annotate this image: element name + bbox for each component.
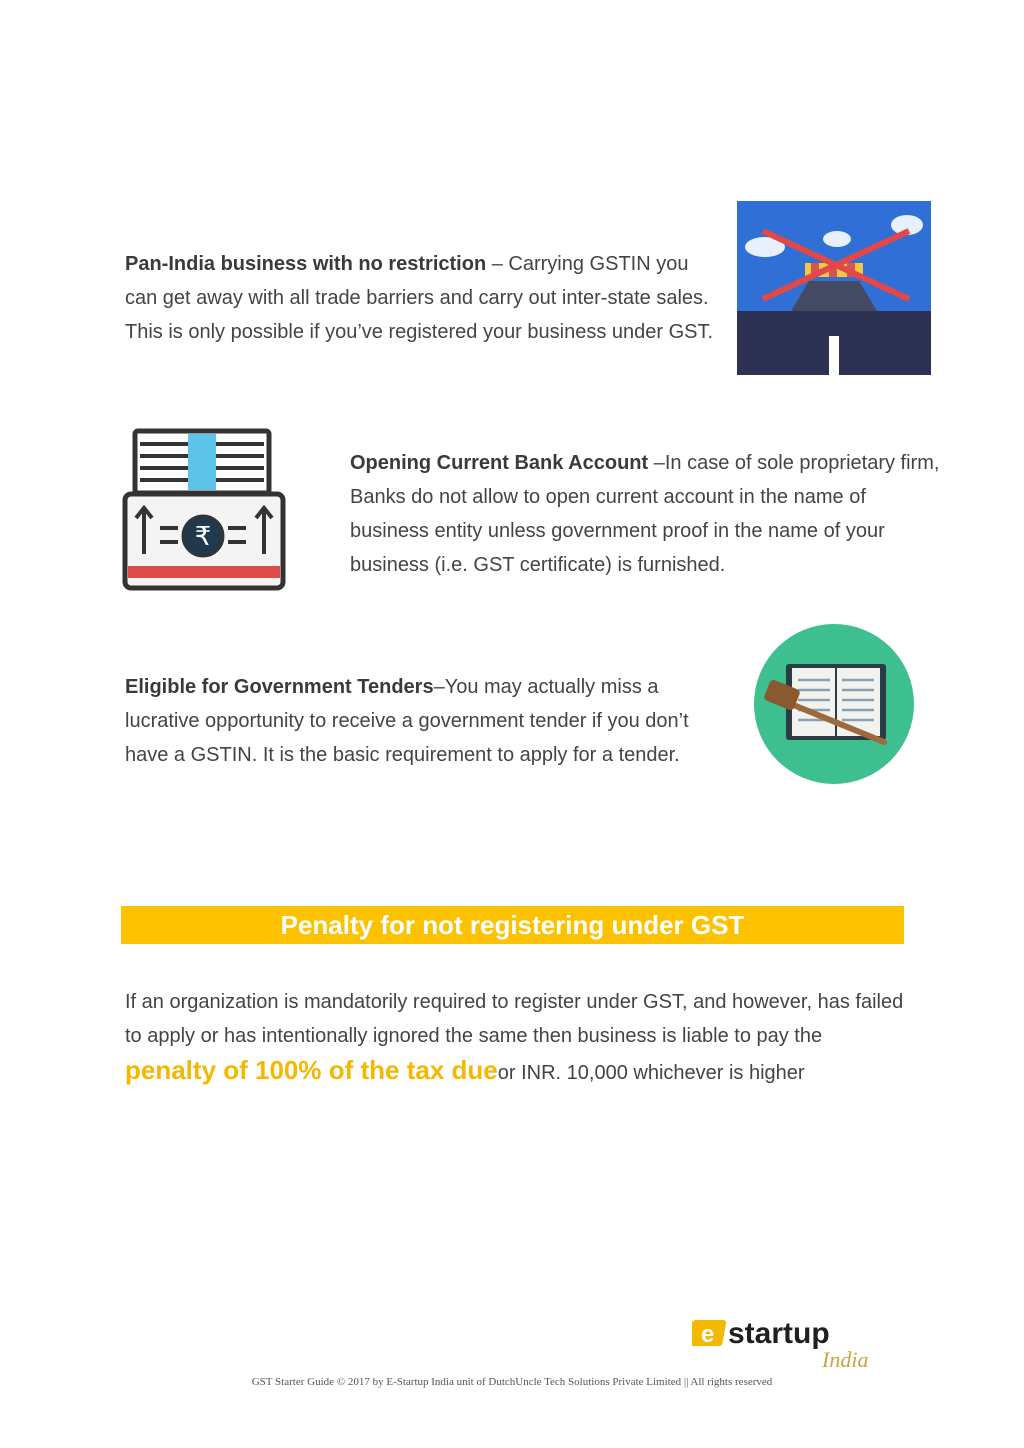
penalty-text-after: or INR. 10,000 whichever is higher bbox=[497, 1062, 805, 1084]
separator: – bbox=[433, 676, 445, 698]
section-body: You may actually miss a lucrative opportunity to receive a government tender if you don’t have a GSTIN. It is the basic requirement to apply for a tender. bbox=[125, 676, 689, 766]
section-bank-account bbox=[350, 446, 950, 582]
logo-script: India bbox=[822, 1347, 869, 1372]
penalty-banner: Penalty for not registering under GST bbox=[121, 906, 904, 944]
footer-copyright: GST Starter Guide © 2017 by E-Startup India unit of DutchUncle Tech Solutions Private Limited || All rights reserved bbox=[251, 1376, 773, 1388]
penalty-paragraph bbox=[125, 985, 915, 1090]
separator: – bbox=[648, 452, 665, 474]
svg-text:e: e bbox=[701, 1321, 715, 1348]
blocked-road-icon bbox=[737, 201, 931, 375]
section-government-tenders bbox=[125, 670, 725, 772]
gavel-book-icon bbox=[752, 622, 916, 786]
section-pan-india bbox=[125, 247, 715, 349]
separator: – bbox=[486, 253, 509, 275]
section-heading: Opening Current Bank Account bbox=[350, 452, 649, 474]
estartup-logo bbox=[692, 1312, 902, 1374]
svg-text:₹: ₹ bbox=[194, 522, 212, 552]
section-body: In case of sole proprietary firm, Banks do not allow to open current account in the name of business entity unless government proof in the name of your business (i.e. GST certificate) is furnished. bbox=[350, 452, 940, 576]
penalty-text-before: If an organization is mandatorily required to register under GST, and however, has failed to apply or has intentionally ignored the same then business is liable to pay the bbox=[125, 991, 904, 1047]
logo-brand: startup bbox=[728, 1317, 830, 1350]
section-heading: Pan-India business with no restriction bbox=[125, 253, 487, 275]
section-heading: Eligible for Government Tenders bbox=[125, 676, 434, 698]
penalty-highlight: penalty of 100% of the tax due bbox=[125, 1055, 498, 1085]
rupee-bank-icon bbox=[122, 428, 288, 592]
section-body: Carrying GSTIN you can get away with all trade barriers and carry out inter-state sales. This is only possible if you’ve registered your business under GST. bbox=[125, 253, 714, 343]
